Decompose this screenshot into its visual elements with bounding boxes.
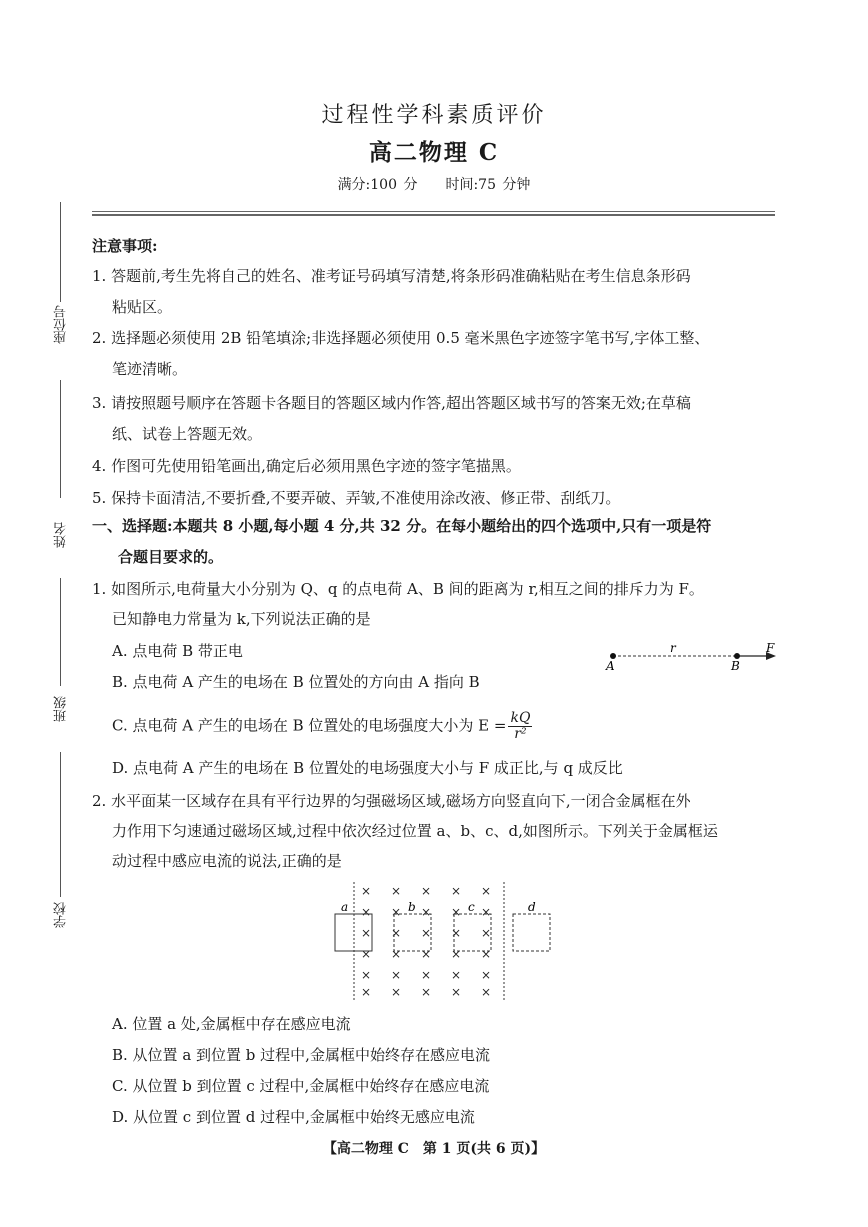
field-cross-mark: × [361, 947, 372, 961]
side-label-school: 学校 [54, 902, 69, 928]
field-cross-mark: × [361, 985, 372, 999]
field-cross-mark: × [421, 968, 432, 982]
subject-title: 高二物理 C [368, 139, 500, 166]
field-cross-mark: × [421, 926, 432, 940]
notice-line: 纸、试卷上答题无效。 [112, 425, 263, 443]
field-cross-mark: × [451, 884, 462, 898]
exam-title: 过程性学科素质评价 [321, 103, 547, 128]
notice-line: 3. 请按照题号顺序在答题卡各题目的答题区域内作答,超出答题区域书写的答案无效;在草稿 [92, 394, 691, 412]
q2-option-d: D. 从位置 c 到位置 d 过程中,金属框中始终无感应电流 [112, 1108, 475, 1126]
q2-stem-cont: 力作用下匀速通过磁场区域,过程中依次经过位置 a、b、c、d,如图所示。下列关于金属框运 [112, 822, 718, 840]
field-cross-mark: × [481, 968, 492, 982]
header-divider-bottom [92, 214, 775, 216]
q2-option-c: C. 从位置 b 到位置 c 过程中,金属框中始终存在感应电流 [112, 1077, 490, 1095]
notice-line: 1. 答题前,考生先将自己的姓名、准考证号码填写清楚,将条形码准确粘贴在考生信息条形码 [92, 267, 691, 285]
field-cross-mark: × [451, 947, 462, 961]
q2-option-a: A. 位置 a 处,金属框中存在感应电流 [112, 1015, 351, 1033]
q1-formula-numerator: kQ [510, 710, 531, 726]
field-cross-mark: × [391, 985, 402, 999]
field-cross-mark: × [451, 926, 462, 940]
q2-stem: 2. 水平面某一区域存在具有平行边界的匀强磁场区域,磁场方向竖直向下,一闭合金属框在外 [92, 792, 691, 810]
q1-option-c [112, 711, 532, 742]
q2-stem-cont: 动过程中感应电流的说法,正确的是 [112, 852, 342, 870]
field-cross-mark: × [391, 926, 402, 940]
field-cross-mark: × [391, 968, 402, 982]
side-line [60, 578, 61, 686]
distance-label: r [670, 641, 676, 655]
notice-line: 粘贴区。 [112, 298, 173, 316]
field-cross-mark: × [481, 926, 492, 940]
field-cross-mark: × [361, 884, 372, 898]
field-cross-mark: × [421, 884, 432, 898]
side-line [60, 752, 61, 897]
section-heading: 一、选择题:本题共 8 小题,每小题 4 分,共 32 分。在每小题给出的四个选项中,只有一项是符 [92, 517, 712, 535]
field-cross-mark: × [391, 905, 402, 919]
q1-option-a: A. 点电荷 B 带正电 [112, 642, 243, 660]
frame-label-b: b [408, 900, 416, 914]
q1-charge-diagram [600, 638, 780, 674]
force-label: F [766, 641, 775, 655]
header-divider-top [92, 211, 775, 212]
notice-heading: 注意事项: [92, 237, 158, 255]
q1-option-d: D. 点电荷 A 产生的电场在 B 位置处的电场强度大小与 F 成正比,与 q 成反比 [112, 759, 623, 777]
page-footer: 【高二物理 C 第 1 页(共 6 页)】 [322, 1141, 546, 1157]
side-label-seat: 座位号 [54, 305, 69, 344]
frame-label-c: c [468, 900, 475, 914]
side-line [60, 202, 61, 302]
side-line [60, 380, 61, 498]
field-cross-mark: × [421, 947, 432, 961]
charge-a-label: A [606, 659, 615, 673]
frame-label-a: a [341, 900, 349, 914]
notice-line: 2. 选择题必须使用 2B 铅笔填涂;非选择题必须使用 0.5 毫米黑色字迹签字笔书写,字体工整、 [92, 329, 710, 347]
q2-magnetic-field-diagram [330, 880, 555, 1002]
field-cross-mark: × [361, 968, 372, 982]
field-cross-mark: × [391, 947, 402, 961]
q1-formula-denominator: r² [514, 726, 527, 742]
field-cross-mark: × [421, 905, 432, 919]
q1-stem-cont: 已知静电力常量为 k,下列说法正确的是 [112, 610, 371, 628]
field-cross-mark: × [391, 884, 402, 898]
field-cross-mark: × [481, 905, 492, 919]
q1-option-c-text: C. 点电荷 A 产生的电场在 B 位置处的电场强度大小为 E = [112, 716, 507, 735]
exam-meta: 满分:100 分 时间:75 分钟 [337, 177, 531, 193]
side-label-name: 姓名 [54, 522, 69, 548]
field-cross-mark: × [451, 985, 462, 999]
q1-stem: 1. 如图所示,电荷量大小分别为 Q、q 的点电荷 A、B 间的距离为 r,相互之间的排斥力为 F。 [92, 580, 704, 598]
section-heading-cont: 合题目要求的。 [118, 548, 224, 566]
side-label-class: 班级 [54, 696, 69, 722]
field-cross-mark: × [481, 947, 492, 961]
field-cross-mark: × [481, 884, 492, 898]
q1-formula-fraction [508, 711, 532, 742]
field-cross-mark: × [451, 968, 462, 982]
field-cross-mark: × [361, 905, 372, 919]
q2-option-b: B. 从位置 a 到位置 b 过程中,金属框中始终存在感应电流 [112, 1046, 490, 1064]
field-cross-mark: × [481, 985, 492, 999]
charge-b-label: B [731, 659, 740, 673]
notice-line: 4. 作图可先使用铅笔画出,确定后必须用黑色字迹的签字笔描黑。 [92, 457, 521, 475]
frame-position-d [513, 914, 550, 951]
notice-line: 5. 保持卡面清洁,不要折叠,不要弄破、弄皱,不准使用涂改液、修正带、刮纸刀。 [92, 489, 621, 507]
frame-label-d: d [528, 900, 536, 914]
field-cross-mark: × [361, 926, 372, 940]
notice-line: 笔迹清晰。 [112, 360, 188, 378]
q1-option-b: B. 点电荷 A 产生的电场在 B 位置处的方向由 A 指向 B [112, 673, 480, 691]
field-cross-mark: × [451, 905, 462, 919]
field-cross-mark: × [421, 985, 432, 999]
